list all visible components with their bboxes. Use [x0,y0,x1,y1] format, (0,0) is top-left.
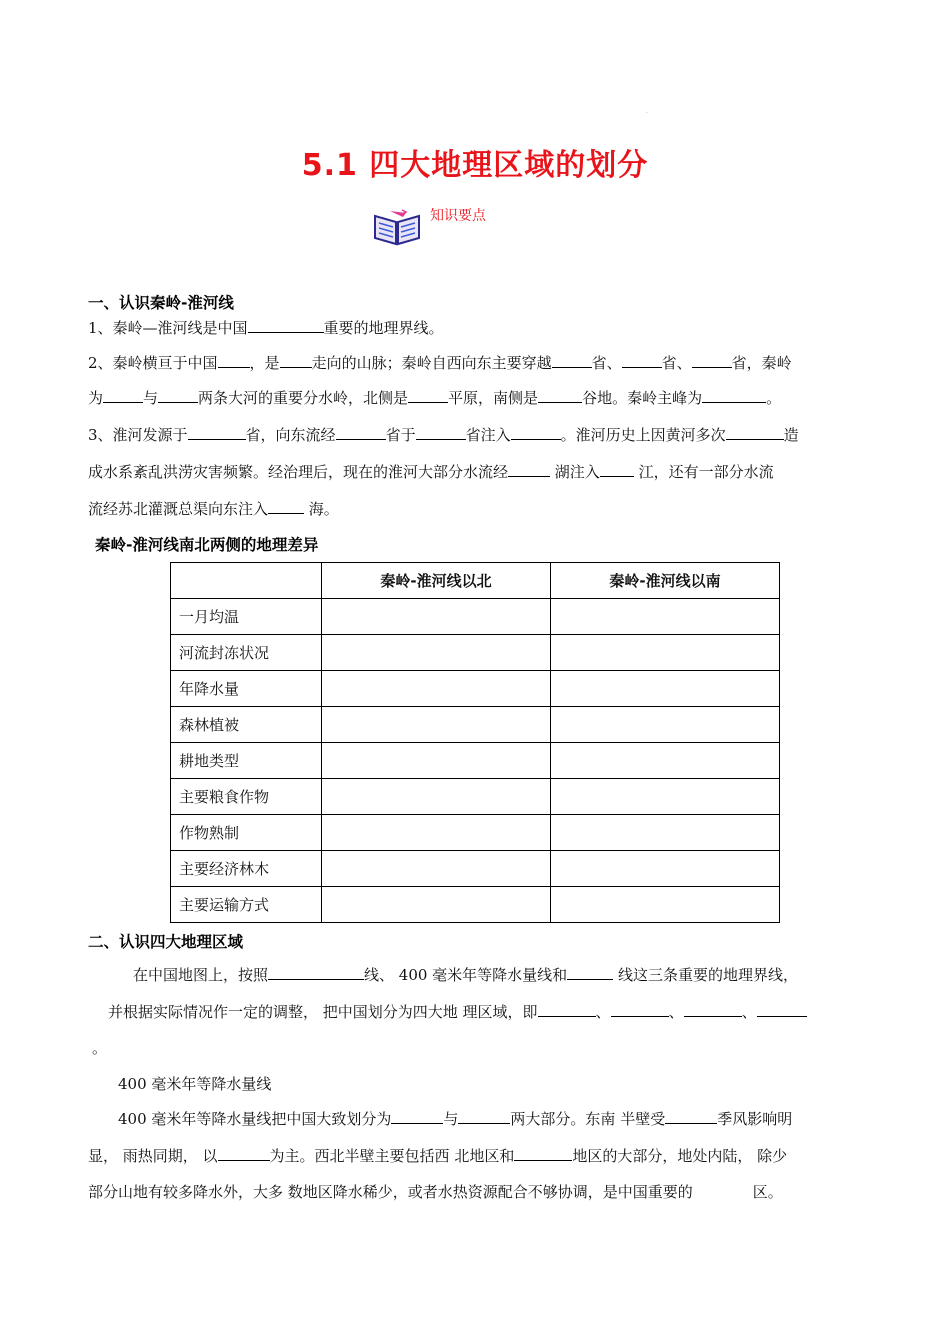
question-2-line-2: 为 与 两条大河的重要分水岭，北侧是 平原，南侧是 谷地。秦岭主峰为 。 [88,389,782,407]
section1-heading: 一、认识秦岭-淮河线 [88,294,234,312]
table-row [171,851,780,887]
page-title: 5.1 四大地理区域的划分 [301,148,649,183]
table-header-row [171,563,780,599]
answer-cell[interactable] [551,707,780,743]
answer-cell[interactable] [551,779,780,815]
answer-cell[interactable] [322,815,551,851]
question-2-line-1: 2、秦岭横亘于中国 ，是 走向的山脉；秦岭自西向东主要穿越 省、 省、 省，秦岭 [88,354,792,372]
answer-cell[interactable] [322,599,551,635]
table-row [171,743,780,779]
paragraph-1-line-1: 在中国地图上，按照 线、 400 毫米年等降水量线和 线这三条重要的地理界线， [133,966,798,984]
table-header-south: 秦岭-淮河线以南 [551,563,780,599]
table-row [171,779,780,815]
table-row [171,599,780,635]
table-caption: 秦岭-淮河线南北两侧的地理差异 [95,536,319,554]
paragraph-2: 400 毫米年等降水量线 [118,1075,272,1093]
section2-heading: 二、认识四大地理区域 [88,933,244,951]
answer-cell[interactable] [322,779,551,815]
answer-cell[interactable] [322,743,551,779]
answer-cell[interactable] [551,599,780,635]
decorative-dot: · [646,110,648,117]
answer-cell[interactable] [551,743,780,779]
answer-cell[interactable] [322,851,551,887]
paragraph-1-line-3: 。 [92,1039,108,1057]
table-header-empty [171,563,322,599]
row-label: 主要粮食作物 [171,779,322,815]
knowledge-points-label: 知识要点 [430,208,486,224]
row-label: 耕地类型 [171,743,322,779]
question-3-line-2: 成水系紊乱洪涝灾害频繁。经治理后，现在的淮河大部分水流经 湖注入 江，还有一部分水流 [88,463,774,481]
table-row [171,887,780,923]
row-label: 主要经济林木 [171,851,322,887]
row-label: 作物熟制 [171,815,322,851]
paragraph-1-line-2: 并根据实际情况作一定的调整， 把中国划分为四大地 理区域，即 、 、 、 [108,1001,807,1022]
paragraph-3-line-1: 400 毫米年等降水量线把中国大致划分为 与 两大部分。东南 半壁受 季风影响明 [118,1110,793,1128]
table-header-north: 秦岭-淮河线以北 [322,563,551,599]
paragraph-3-line-2: 显， 雨热同期， 以 为主。西北半壁主要包括西 北地区和 地区的大部分，地处内陆， 除少 [88,1147,788,1165]
table-row [171,815,780,851]
answer-cell[interactable] [322,887,551,923]
answer-cell[interactable] [551,815,780,851]
row-label: 主要运输方式 [171,887,322,923]
open-book-icon [372,208,422,246]
answer-cell[interactable] [322,707,551,743]
answer-cell[interactable] [322,671,551,707]
question-3-line-3: 流经苏北灌溉总渠向东注入 海。 [88,500,339,518]
answer-cell[interactable] [551,887,780,923]
row-label: 森林植被 [171,707,322,743]
answer-cell[interactable] [551,851,780,887]
question-1: 1、秦岭—淮河线是中国 重要的地理界线。 [88,319,444,337]
answer-cell[interactable] [551,635,780,671]
answer-cell[interactable] [551,671,780,707]
table-row [171,707,780,743]
row-label: 河流封冻状况 [171,635,322,671]
table-row [171,671,780,707]
comparison-table [170,562,780,923]
question-3-line-1: 3、淮河发源于 省，向东流经 省于 省注入 。淮河历史上因黄河多次 造 [88,426,799,444]
answer-cell[interactable] [322,635,551,671]
row-label: 一月均温 [171,599,322,635]
paragraph-3-line-3: 部分山地有较多降水外，大多 数地区降水稀少，或者水热资源配合不够协调，是中国重要的 区。 [88,1183,783,1201]
table-row [171,635,780,671]
row-label: 年降水量 [171,671,322,707]
